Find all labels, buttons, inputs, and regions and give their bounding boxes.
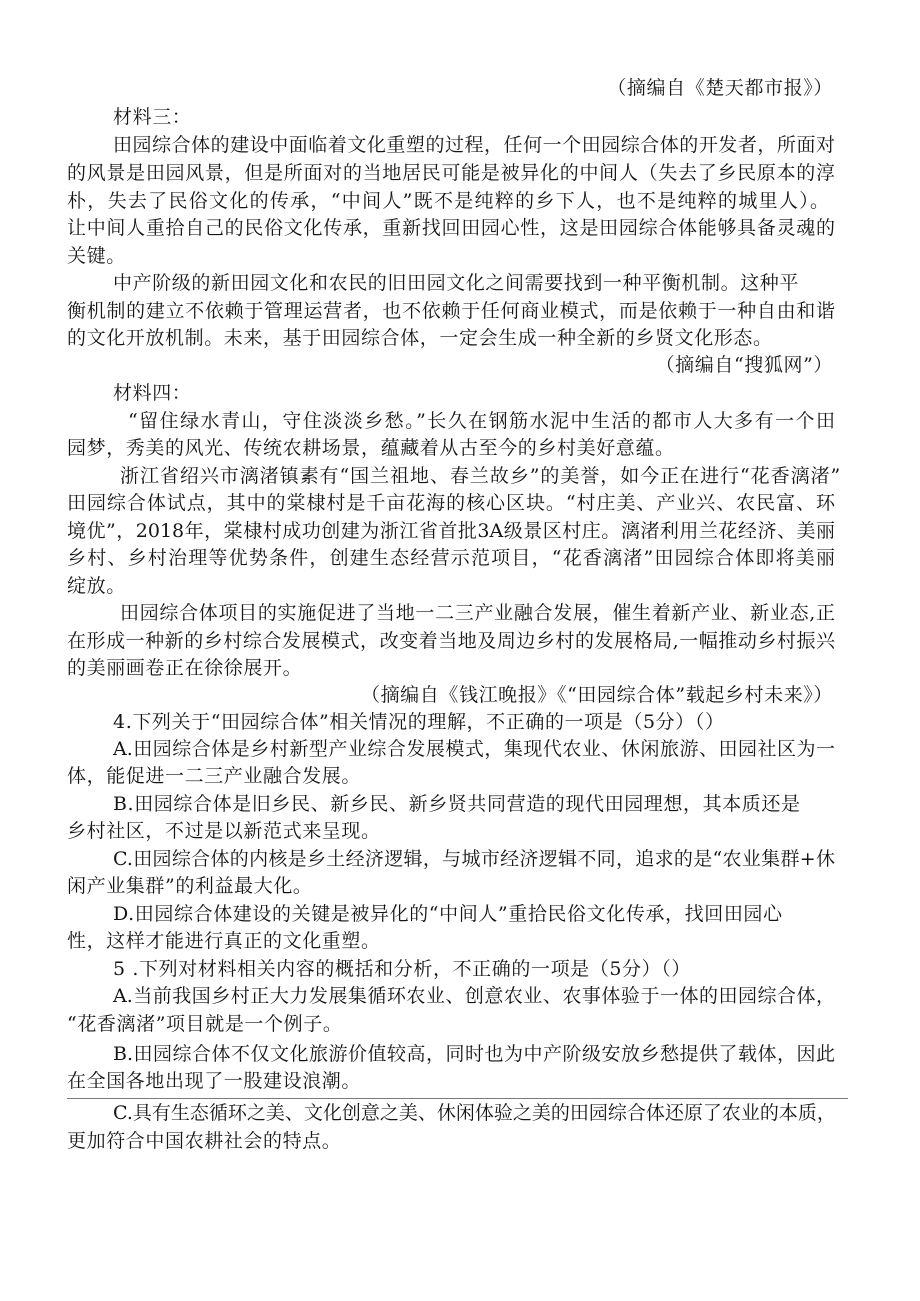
material3-text-line: 田园综合体的建设中面临着文化重塑的过程，任何一个田园综合体的开发者，所面对	[113, 134, 835, 156]
material3-text-line: 衡机制的建立不依赖于管理运营者，也不依赖于任何商业模式，而是依赖于一种自由和谐	[67, 300, 835, 322]
material4-text-line: 田园综合体项目的实施促进了当地一二三产业融合发展，催生着新产业、新业态,正	[120, 602, 835, 624]
question-4-option-d: D.田园综合体建设的关键是被异化的“中间人”重拾民俗文化传承，找回田园心	[113, 903, 783, 925]
material4-label: 材料四：	[113, 382, 192, 404]
material4-text-line: “留住绿水青山，守住淡淡乡愁。”长久在钢筋水泥中生活的都市人大多有一个田	[128, 410, 835, 432]
material4-text-line: 乡村、乡村治理等优势条件，创建生态经营示范项目，“花香漓渚”田园综合体即将美丽	[67, 547, 835, 569]
material3-text-line: 的风景是田园风景，但是所面对的当地居民可能是被异化的中间人（失去了乡民原本的淳	[67, 162, 835, 184]
material3-text-line: 让中间人重拾自己的民俗文化传承，重新找回田园心性，这是田园综合体能够具备灵魂的	[67, 217, 835, 239]
material3-label: 材料三：	[113, 106, 192, 128]
material3-text-line: 关键。	[67, 245, 126, 267]
question-4-option-a-cont: 体，能促进一二三产业融合发展。	[67, 765, 362, 787]
source-citation-qianjiang: （摘编自《钱江晚报》《“田园综合体”载起乡村未来》）	[360, 684, 833, 706]
material4-text-line: 的美丽画卷正在徐徐展开。	[67, 657, 303, 679]
question-5-option-a-cont: “花香漓渚”项目就是一个例子。	[67, 1013, 343, 1035]
question-5-option-b: B.田园综合体不仅文化旅游价值较高，同时也为中产阶级安放乡愁提供了载体，因此	[113, 1043, 835, 1065]
source-citation-sohu: （摘编自“搜狐网”）	[655, 354, 833, 376]
source-citation-chutian: （摘编自《楚天都市报》）	[607, 77, 833, 99]
question-4-option-c-cont: 闲产业集群”的利益最大化。	[67, 875, 313, 897]
question-4-option-b-cont: 乡村社区，不过是以新范式来呈现。	[67, 820, 381, 842]
material4-text-line: 园梦，秀美的风光、传统农耕场景，蕴藏着从古至今的乡村美好意蕴。	[67, 437, 675, 459]
page-divider	[67, 1098, 848, 1099]
material3-text-line: 朴，失去了民俗文化的传承，“中间人”既不是纯粹的乡下人，也不是纯粹的城里人）。	[67, 190, 829, 212]
material4-text-line: 在形成一种新的乡村综合发展模式，改变着当地及周边乡村的发展格局,一幅推动乡村振兴	[67, 630, 835, 652]
question-5-option-a: A.当前我国乡村正大力发展集循环农业、创意农业、农事体验于一体的田园综合体，	[113, 985, 835, 1007]
question-5-option-c: C.具有生态循环之美、文化创意之美、休闲体验之美的田园综合体还原了农业的本质，	[113, 1102, 836, 1124]
question-4-option-c: C.田园综合体的内核是乡土经济逻辑，与城市经济逻辑不同，追求的是“农业集群+休	[113, 848, 835, 870]
question-5-stem: 5 .下列对材料相关内容的概括和分析，不正确的一项是（5分）（）	[113, 958, 691, 980]
material3-text-line: 的文化开放机制。未来，基于田园综合体，一定会生成一种全新的乡贤文化形态。	[67, 327, 773, 349]
material4-text-line: 绽放。	[67, 575, 126, 597]
material3-text-line: 中产阶级的新田园文化和农民的旧田园文化之间需要找到一种平衡机制。这种平	[113, 272, 800, 294]
material4-text-line: 境优”，2018年，棠棣村成功创建为浙江省首批3A级景区村庄。漓渚利用兰花经济、美丽	[67, 520, 835, 542]
question-4-option-d-cont: 性，这样才能进行真正的文化重塑。	[67, 930, 381, 952]
question-5-option-b-cont: 在全国各地出现了一股建设浪潮。	[67, 1070, 362, 1092]
question-5-option-c-cont: 更加符合中国农耕社会的特点。	[67, 1130, 342, 1152]
question-4-stem: 4.下列关于“田园综合体”相关情况的理解，不正确的一项是（5分）（）	[113, 711, 725, 733]
material4-text-line: 浙江省绍兴市漓渚镇素有“国兰祖地、春兰故乡”的美誉，如今正在进行“花香漓渚”	[120, 465, 840, 487]
material4-text-line: 田园综合体试点，其中的棠棣村是千亩花海的核心区块。“村庄美、产业兴、农民富、环	[67, 492, 835, 514]
question-4-option-a: A.田园综合体是乡村新型产业综合发展模式，集现代农业、休闲旅游、田园社区为一	[113, 738, 835, 760]
question-4-option-b: B.田园综合体是旧乡民、新乡民、新乡贤共同营造的现代田园理想，其本质还是	[113, 793, 801, 815]
